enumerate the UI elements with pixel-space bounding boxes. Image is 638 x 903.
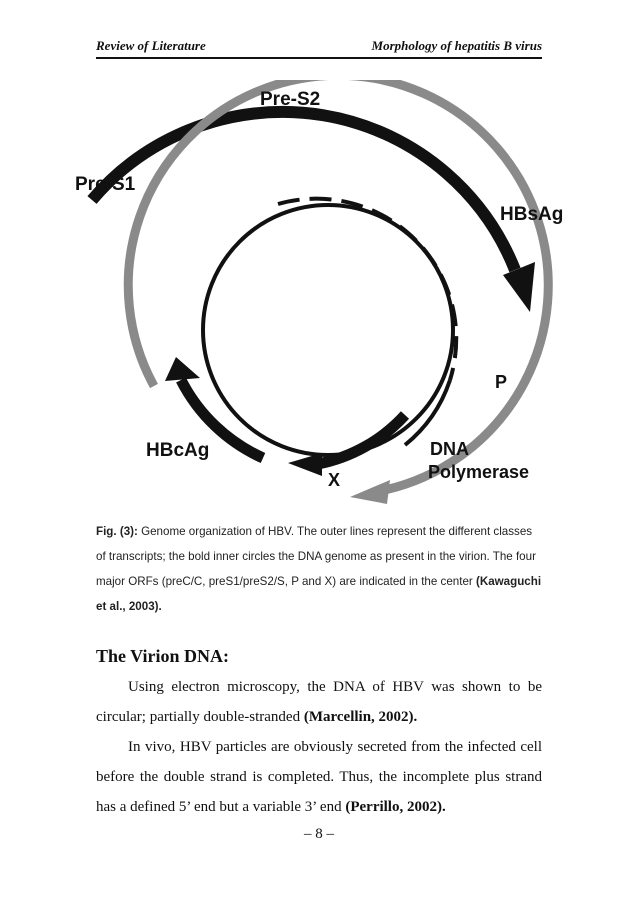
label-pre-s1: Pre-S1 xyxy=(75,174,136,195)
hbcag-arrowhead xyxy=(165,357,200,381)
label-pre-s2: Pre-S2 xyxy=(260,89,321,110)
hbv-genome-figure xyxy=(60,80,580,510)
running-header-left: Review of Literature xyxy=(96,38,206,53)
hbsag-arrowhead xyxy=(503,262,535,312)
figure-caption xyxy=(96,519,542,619)
caption-text: Genome organization of HBV. The outer lines represent the different classes of transcripts; the bold inner circles the DNA genome as present in the virion. The four major ORFs (preC/C, preS1/preS2/S, P and X) are indicated in the center xyxy=(96,525,536,588)
paragraph-2 xyxy=(96,732,542,822)
section-heading: The Virion DNA: xyxy=(96,646,230,666)
x-arrowhead xyxy=(288,453,322,476)
header-rule xyxy=(96,57,542,59)
running-header-right: Morphology of hepatitis B virus xyxy=(371,38,542,53)
label-dna: DNA xyxy=(430,439,469,459)
label-x: X xyxy=(328,470,341,490)
caption-lead: Fig. (3): xyxy=(96,525,138,538)
label-p: P xyxy=(495,372,508,392)
label-hbsag: HBsAg xyxy=(500,204,564,225)
page-number: – 8 – xyxy=(304,826,334,842)
label-polymerase: Polymerase xyxy=(428,462,530,482)
paragraph-2-citation: (Perrillo, 2002). xyxy=(345,799,446,815)
caption-citation: (Kawaguchi et al., 2003). xyxy=(96,575,542,613)
paragraph-1-text: Using electron microscopy, the DNA of HBV was shown to be circular; partially double-stranded xyxy=(96,679,542,725)
dna-polymerase-arrowhead xyxy=(350,480,390,504)
paragraph-1-citation: (Marcellin, 2002). xyxy=(303,709,418,725)
dna-minus-strand xyxy=(203,205,453,455)
paragraph-1 xyxy=(96,672,542,732)
pre-s2-transcript-arc xyxy=(128,80,548,490)
paragraph-2-text: In vivo, HBV particles are obviously secreted from the infected cell before the double strand is completed. Thus, the incomplete plus strand has a defined 5’ end but a variable 3’ end xyxy=(96,739,542,815)
dna-plus-strand-solid xyxy=(405,380,450,445)
label-hbcag: HBcAg xyxy=(146,440,210,461)
dna-plus-strand xyxy=(278,199,456,380)
